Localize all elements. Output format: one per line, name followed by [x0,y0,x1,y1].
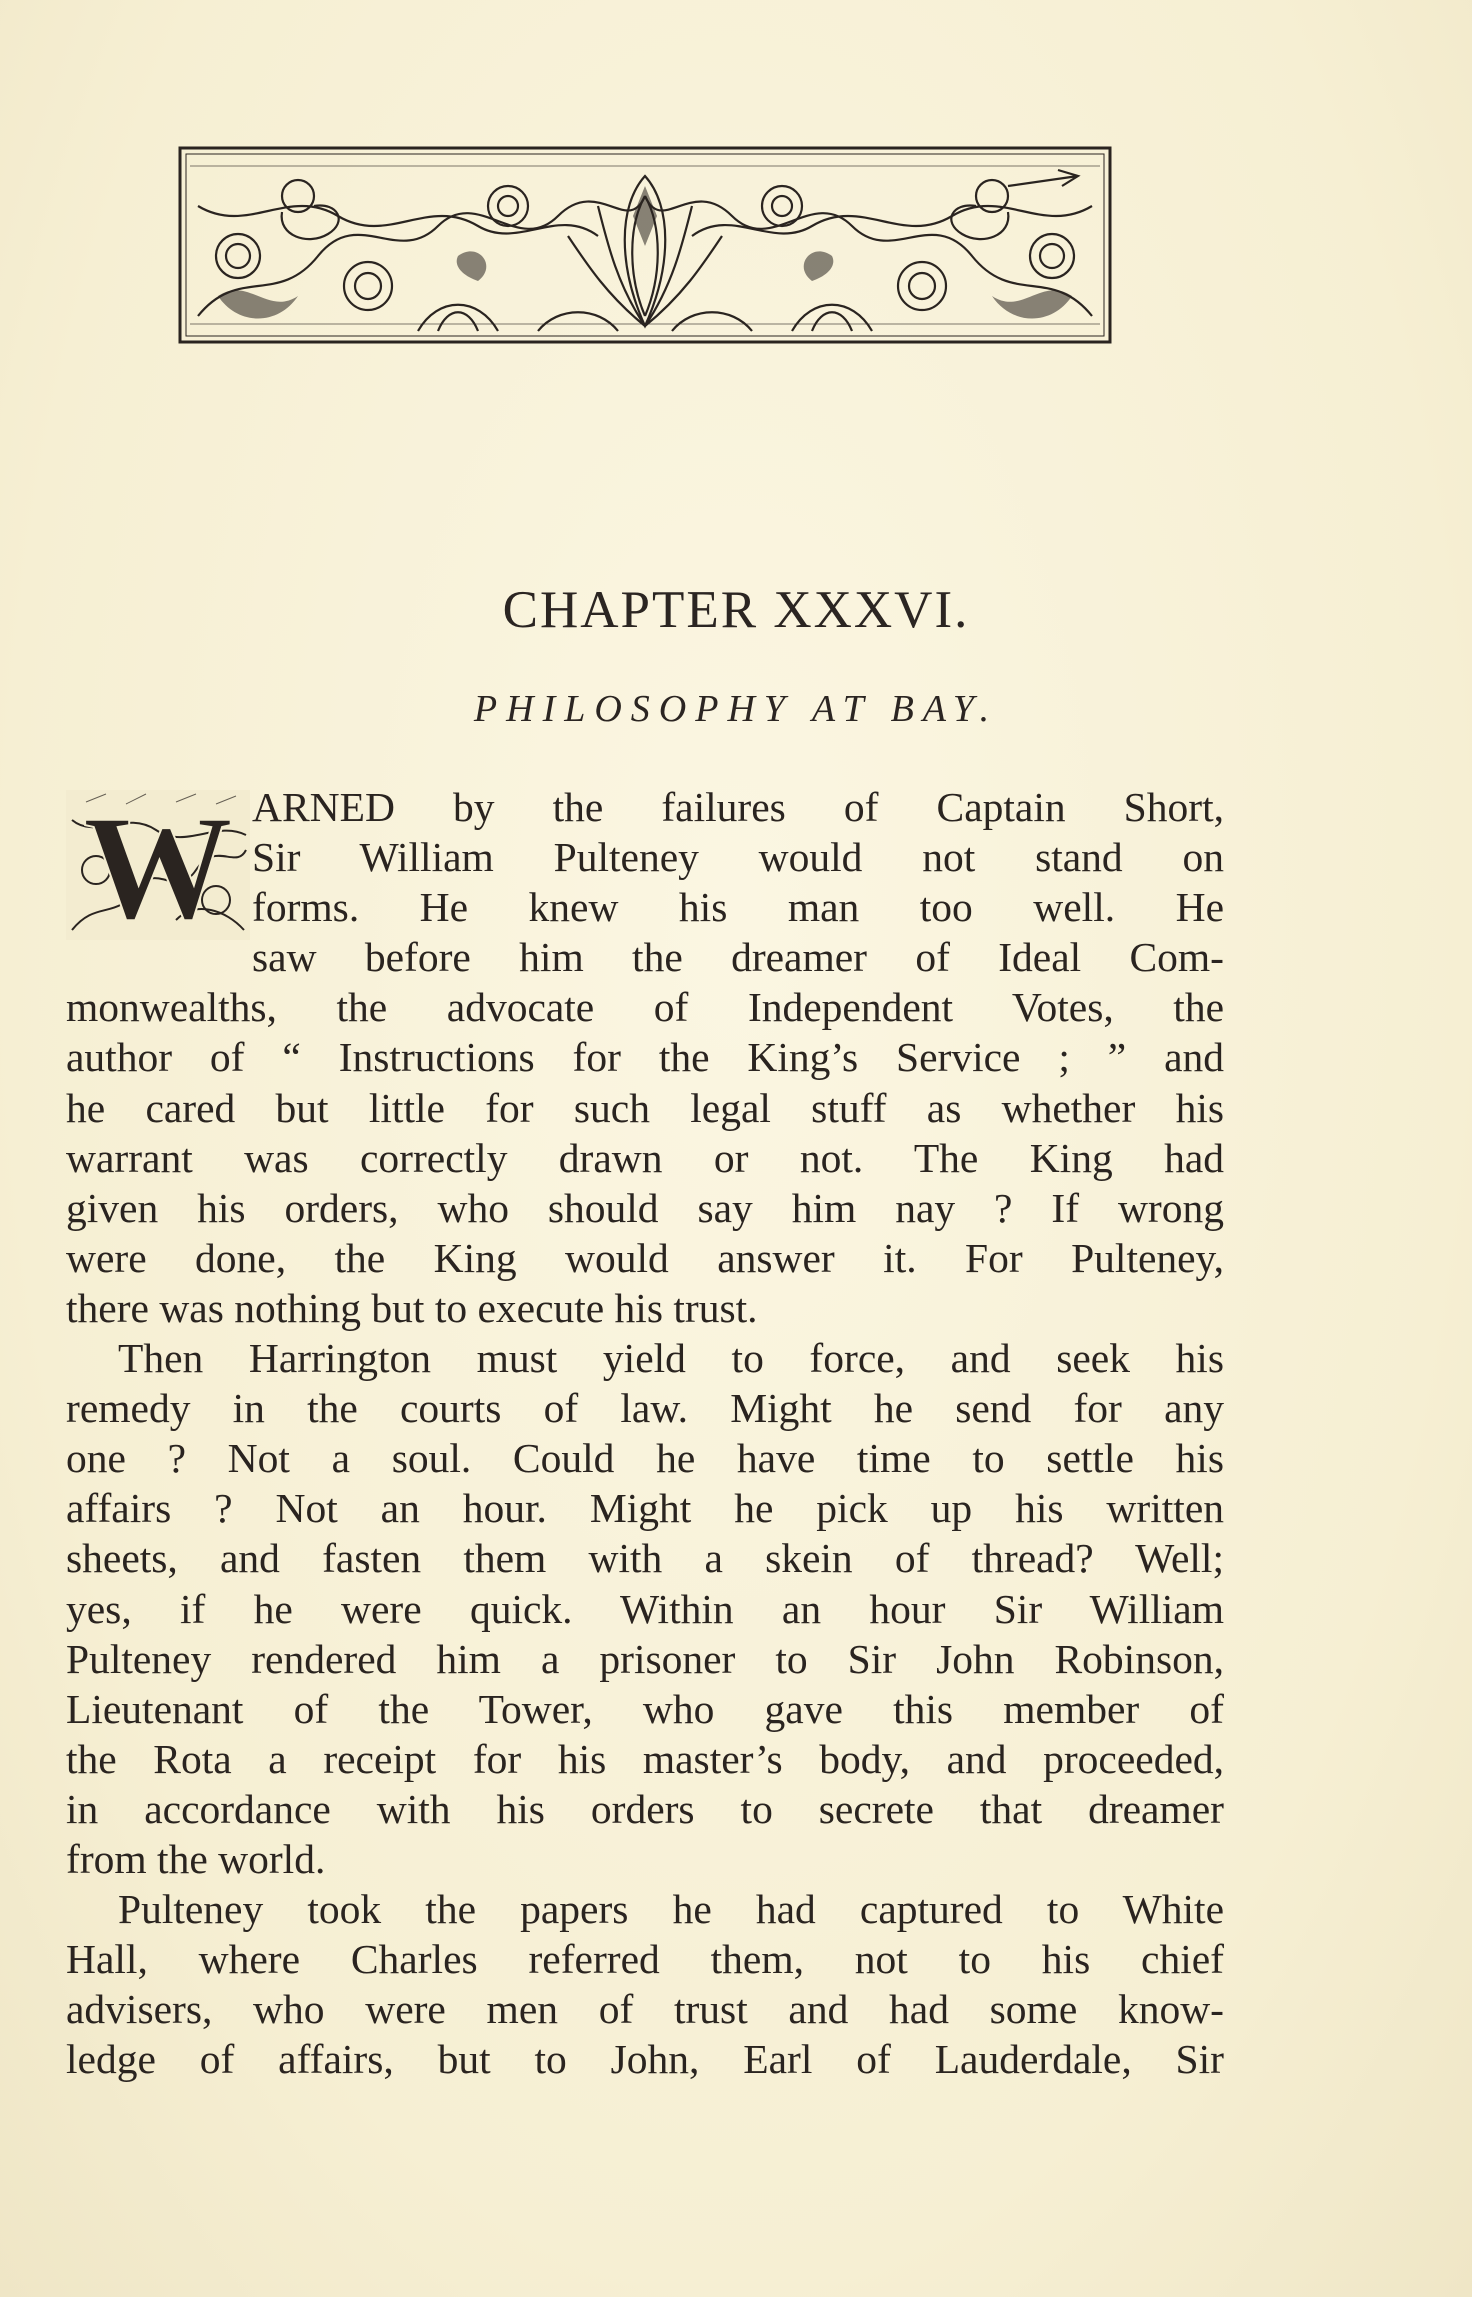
text-line: were done, the King would answer it. For Pulteney, [66,1234,1224,1281]
text-line: from the world. [66,1835,326,1882]
text-line: forms. He knew his man too well. He [252,884,1224,931]
text-line: remedy in the courts of law. Might he send for any [66,1385,1224,1432]
text-line: affairs ? Not an hour. Might he pick up his written [66,1485,1224,1532]
text-line: monwealths, the advocate of Independent Votes, the [66,984,1224,1031]
paragraph [66,1333,1224,1884]
text-line: the Rota a receipt for his master’s body, and proceeded, [66,1735,1224,1782]
text-line: warrant was correctly drawn or not. The King had [66,1134,1224,1181]
text-line: Pulteney rendered him a prisoner to Sir John Robinson, [66,1635,1224,1682]
text-line: Pulteney took the papers he had captured to White [118,1886,1224,1933]
text-line: Hall, where Charles referred them, not to his chief [66,1936,1224,1983]
text-line: ledge of affairs, but to John, Earl of Lauderdale, Sir [66,2036,1224,2083]
text-line: author of “ Instructions for the King’s Service ; ” and [66,1034,1224,1081]
decorated-initial-w-icon [66,790,250,940]
text-line: he cared but little for such legal stuff as whether his [66,1084,1224,1131]
text-line: given his orders, who should say him nay ? If wrong [66,1184,1224,1231]
chapter-title: CHAPTER XXXVI. [502,581,970,639]
dropcap-letter: W [83,790,233,940]
text-line: Lieutenant of the Tower, who gave this member of [66,1685,1224,1732]
chapter-body [66,782,1224,2084]
text-line: ARNED by the failures of Captain Short, [252,784,1224,830]
text-line: Then Harrington must yield to force, and seek his [118,1335,1224,1382]
text-line: one ? Not a soul. Could he have time to settle his [66,1435,1224,1482]
text-line: Sir William Pulteney would not stand on [252,834,1224,881]
text-line: advisers, who were men of trust and had some know- [66,1986,1224,2033]
paragraph [66,1884,1224,2084]
ornamental-headpiece-icon [178,146,1112,344]
text-line: yes, if he were quick. Within an hour Sir William [66,1585,1224,1632]
text-line: in accordance with his orders to secrete that dreamer [66,1785,1224,1832]
text-line: there was nothing but to execute his trust. [66,1284,758,1331]
text-line: saw before him the dreamer of Ideal Com- [252,934,1224,981]
chapter-subtitle: PHILOSOPHY AT BAY. [473,688,999,730]
text-line: sheets, and fasten them with a skein of thread? Well; [66,1535,1224,1582]
